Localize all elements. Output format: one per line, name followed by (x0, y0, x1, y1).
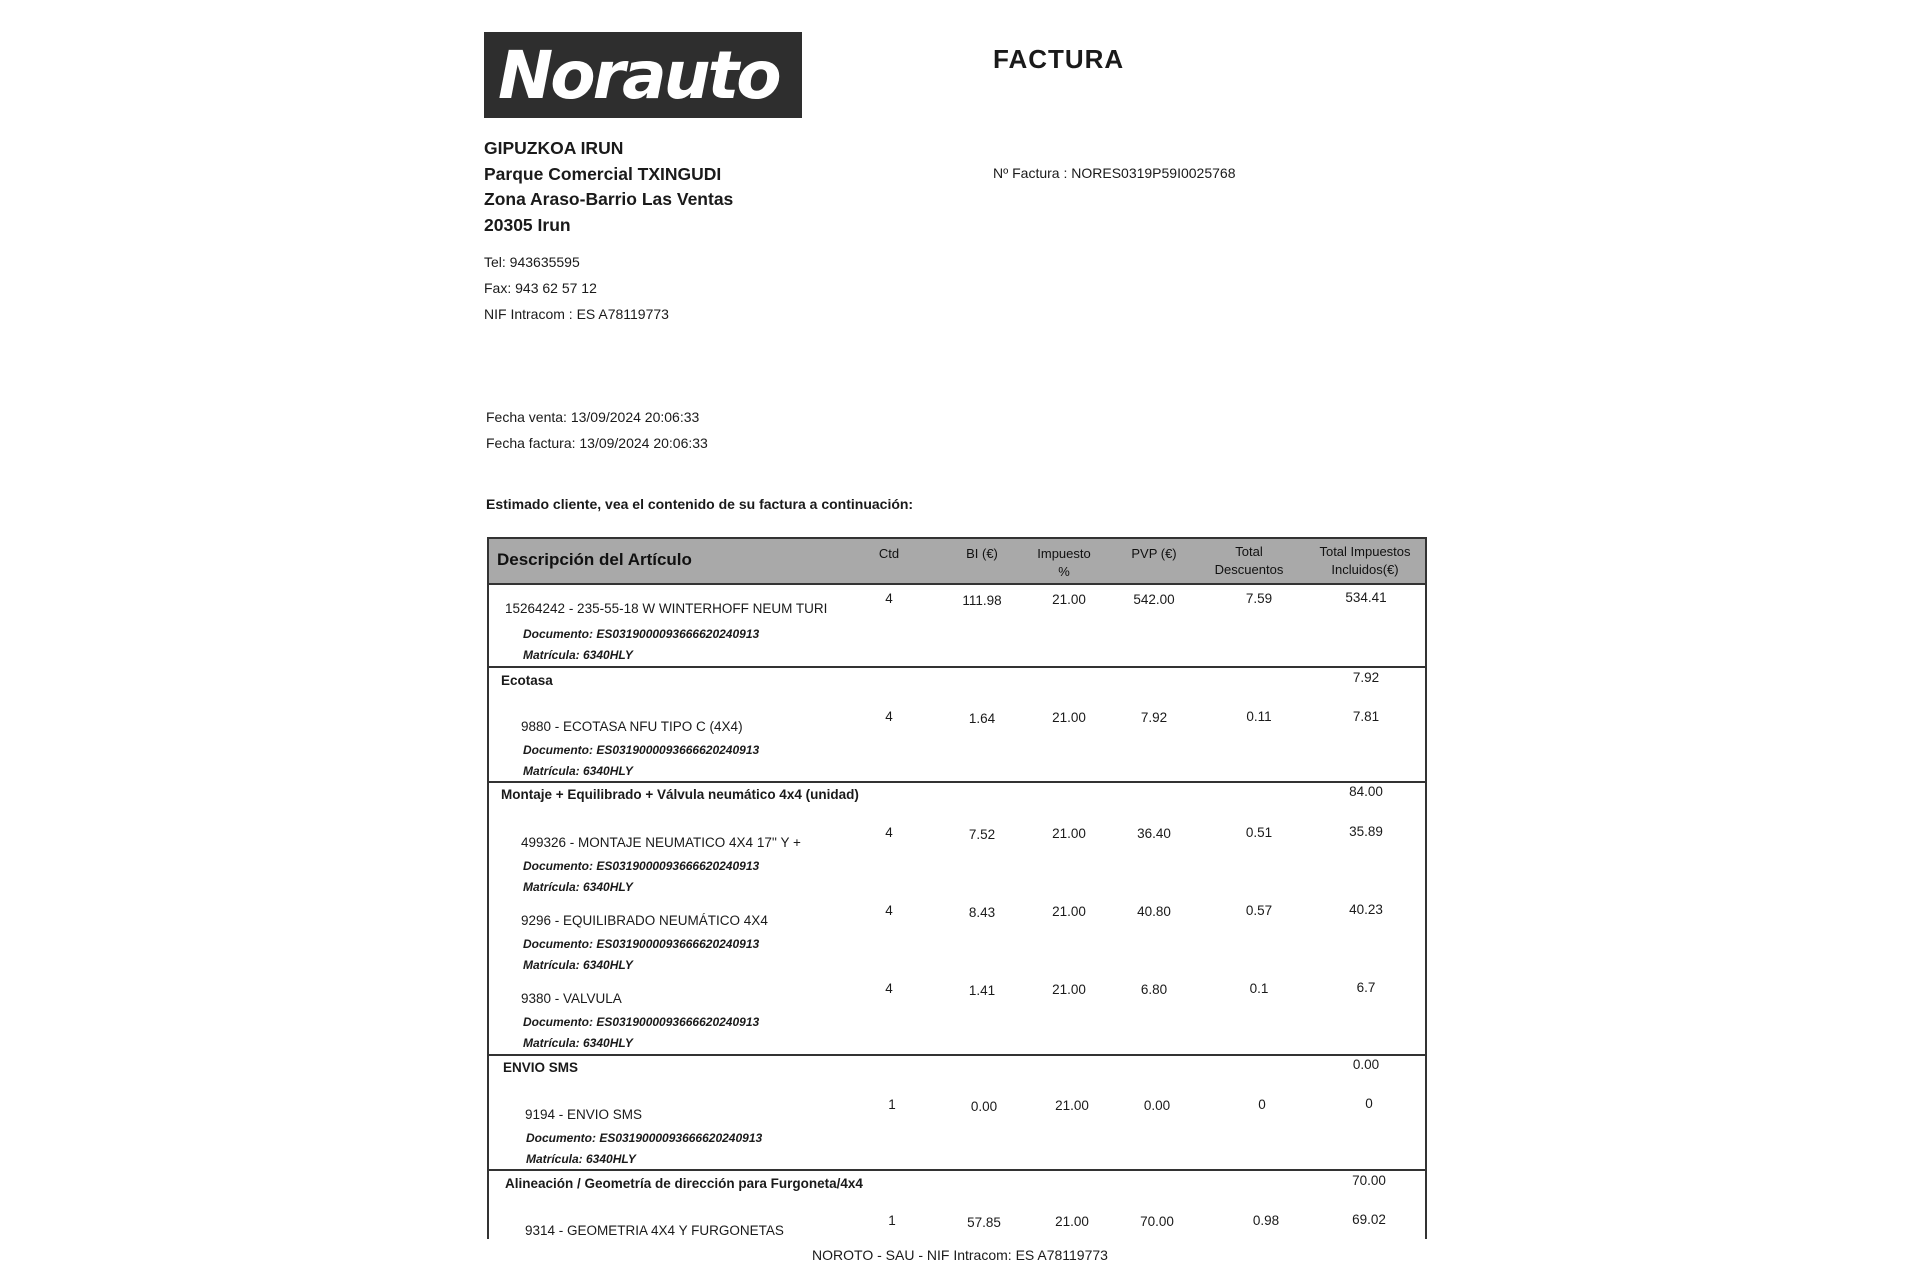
item-discount: 0.51 (1245, 825, 1273, 840)
item-quantity: 4 (885, 981, 893, 996)
item-bi: 1.64 (968, 711, 996, 726)
item-total: 69.02 (1352, 1212, 1386, 1227)
header-pvp: PVP (€) (1131, 546, 1177, 561)
invoice-table (487, 537, 1427, 1239)
item-quantity: 4 (885, 825, 893, 840)
item-total: 534.41 (1345, 590, 1387, 605)
section-total: 84.00 (1349, 784, 1383, 799)
item-tax: 21.00 (1055, 1098, 1089, 1113)
item-tax: 21.00 (1052, 826, 1086, 841)
section-title: Ecotasa (501, 673, 553, 688)
item-quantity: 1 (888, 1097, 896, 1112)
item-tax: 21.00 (1052, 982, 1086, 997)
item-total: 7.81 (1352, 709, 1380, 724)
item-discount: 0.98 (1252, 1213, 1280, 1228)
item-bi: 57.85 (967, 1215, 1001, 1230)
store-fax: Fax: 943 62 57 12 (484, 280, 597, 296)
item-document: Documento: ES0319000093666620240913 (523, 627, 760, 641)
item-bi: 1.41 (968, 983, 996, 998)
header-total-line2: Incluidos(€) (1331, 562, 1399, 577)
item-pvp: 36.40 (1137, 826, 1171, 841)
document-title: FACTURA (993, 44, 1125, 74)
section-title: Montaje + Equilibrado + Válvula neumático 4x4 (unidad) (501, 787, 859, 802)
section-title: Alineación / Geometría de dirección para Furgoneta/4x4 (505, 1176, 863, 1191)
item-document: Documento: ES0319000093666620240913 (523, 743, 760, 757)
item-tax: 21.00 (1052, 592, 1086, 607)
section-divider (489, 666, 1425, 668)
header-tax-line2: % (1058, 564, 1070, 579)
store-nif: NIF Intracom : ES A78119773 (484, 306, 669, 322)
item-document: Documento: ES0319000093666620240913 (523, 859, 760, 873)
header-tax (1019, 545, 1109, 581)
header-total-line1: Total Impuestos (1319, 544, 1411, 559)
sale-date: Fecha venta: 13/09/2024 20:06:33 (486, 409, 700, 425)
store-name: GIPUZKOA IRUN (484, 138, 624, 158)
header-total (1309, 543, 1421, 579)
item-discount: 0.1 (1249, 981, 1269, 996)
invoice-dates (486, 404, 708, 456)
item-pvp: 40.80 (1137, 904, 1171, 919)
item-tax: 21.00 (1052, 904, 1086, 919)
section-divider (489, 1054, 1425, 1056)
item-document: Documento: ES0319000093666620240913 (526, 1131, 763, 1145)
item-plate: Matrícula: 6340HLY (523, 958, 633, 972)
item-tax: 21.00 (1052, 710, 1086, 725)
norauto-logo (484, 32, 802, 118)
section-title: ENVIO SMS (503, 1060, 579, 1075)
store-tel: Tel: 943635595 (484, 254, 580, 270)
table-header (489, 539, 1425, 585)
item-total: 6.7 (1356, 980, 1376, 995)
item-discount: 0.57 (1245, 903, 1273, 918)
logo-text: Norauto (498, 36, 779, 114)
item-pvp: 0.00 (1143, 1098, 1171, 1113)
footer-company: NOROTO - SAU - NIF Intracom: ES A78119773 (812, 1247, 1108, 1263)
item-description: 9296 - EQUILIBRADO NEUMÁTICO 4X4 (521, 913, 768, 928)
store-line1: Parque Comercial TXINGUDI (484, 163, 722, 184)
item-plate: Matrícula: 6340HLY (523, 880, 633, 894)
section-divider (489, 1169, 1425, 1171)
store-line3: 20305 Irun (484, 214, 571, 235)
section-divider (489, 781, 1425, 783)
item-quantity: 4 (885, 591, 893, 606)
item-discount: 0 (1258, 1097, 1266, 1112)
item-total: 35.89 (1349, 824, 1383, 839)
item-bi: 0.00 (970, 1099, 998, 1114)
item-document: Documento: ES0319000093666620240913 (523, 1015, 760, 1029)
item-bi: 111.98 (962, 593, 1002, 608)
item-description: 9380 - VALVULA (521, 991, 622, 1006)
item-pvp: 70.00 (1140, 1214, 1174, 1229)
item-plate: Matrícula: 6340HLY (523, 764, 633, 778)
item-plate: Matrícula: 6340HLY (523, 648, 633, 662)
item-plate: Matrícula: 6340HLY (526, 1152, 636, 1166)
section-total: 0.00 (1352, 1057, 1380, 1072)
item-description: 499326 - MONTAJE NEUMATICO 4X4 17'' Y + (521, 835, 801, 850)
header-tax-line1: Impuesto (1037, 546, 1091, 561)
header-discounts (1199, 543, 1299, 579)
item-tax: 21.00 (1055, 1214, 1089, 1229)
header-discounts-line2: Descuentos (1214, 562, 1284, 577)
item-bi: 7.52 (968, 827, 996, 842)
store-contact (484, 249, 669, 327)
item-pvp: 7.92 (1140, 710, 1168, 725)
header-quantity: Ctd (878, 546, 900, 561)
item-quantity: 4 (885, 709, 893, 724)
section-total: 7.92 (1352, 670, 1380, 685)
item-description: 9880 - ECOTASA NFU TIPO C (4X4) (521, 719, 743, 734)
item-bi: 8.43 (968, 905, 996, 920)
item-document: Documento: ES0319000093666620240913 (523, 937, 760, 951)
invoice-date: Fecha factura: 13/09/2024 20:06:33 (486, 435, 708, 451)
item-total: 0 (1365, 1096, 1373, 1111)
item-quantity: 4 (885, 903, 893, 918)
item-total: 40.23 (1349, 902, 1383, 917)
item-description: 15264242 - 235-55-18 W WINTERHOFF NEUM TURI (505, 601, 828, 616)
item-description: 9314 - GEOMETRIA 4X4 Y FURGONETAS (525, 1223, 784, 1238)
invoice-number: Nº Factura : NORES0319P59I0025768 (993, 165, 1236, 181)
item-discount: 0.11 (1246, 709, 1272, 724)
item-pvp: 6.80 (1140, 982, 1168, 997)
store-line2: Zona Araso-Barrio Las Ventas (484, 189, 734, 209)
intro-text: Estimado cliente, vea el contenido de su factura a continuación: (486, 496, 914, 512)
header-bi: BI (€) (966, 546, 998, 561)
item-plate: Matrícula: 6340HLY (523, 1036, 633, 1050)
store-address (484, 136, 733, 238)
section-total: 70.00 (1352, 1173, 1386, 1188)
item-discount: 7.59 (1245, 591, 1273, 606)
item-quantity: 1 (888, 1213, 896, 1228)
header-description: Descripción del Artículo (497, 550, 692, 569)
item-description: 9194 - ENVIO SMS (525, 1107, 643, 1122)
header-discounts-line1: Total (1235, 544, 1263, 559)
item-pvp: 542.00 (1133, 592, 1175, 607)
